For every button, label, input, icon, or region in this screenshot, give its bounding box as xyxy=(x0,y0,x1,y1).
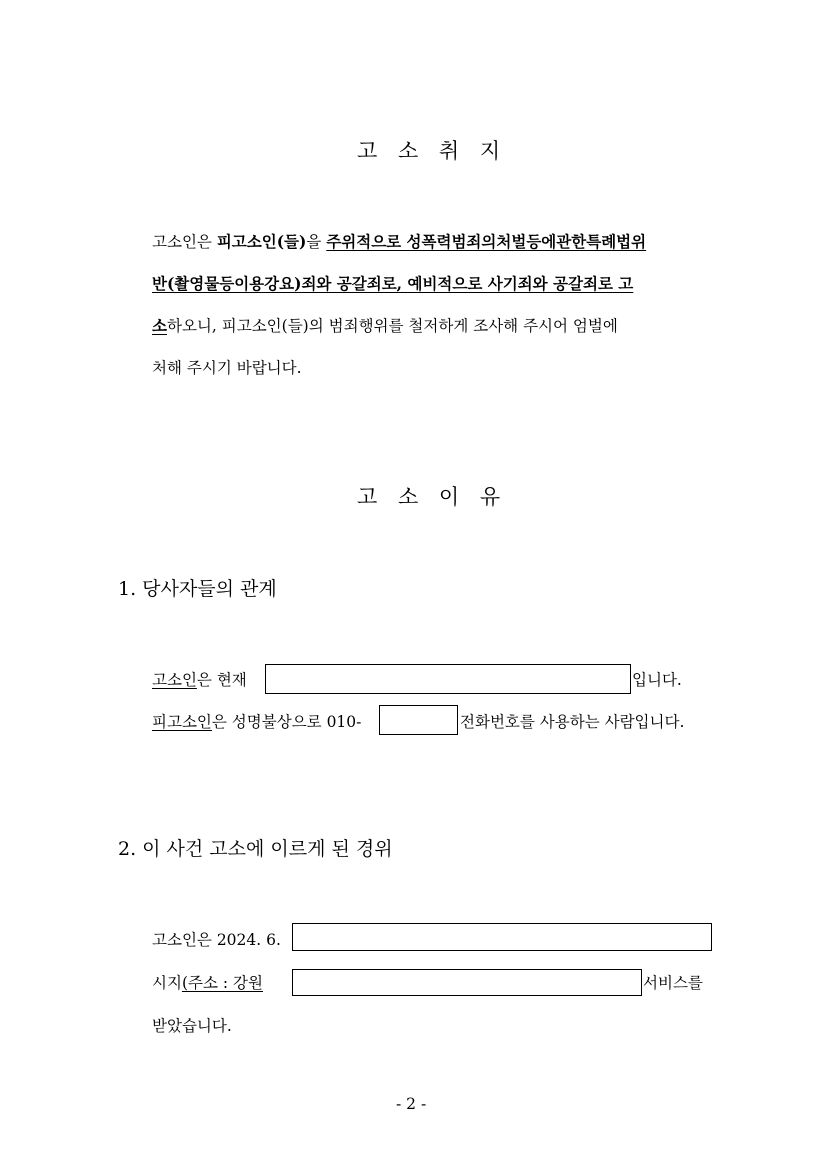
redaction-box-complainant-status xyxy=(265,664,631,694)
section-1-heading: 1. 당사자들의 관계 xyxy=(118,578,277,600)
purpose-paragraph-line-3 xyxy=(152,314,618,336)
section-2-text: 시지 xyxy=(152,974,182,992)
section-1-line-1-end: 입니다. xyxy=(632,671,682,689)
purpose-title: 고 소 취 지 xyxy=(357,139,501,163)
purpose-primary-charge-cont: 반(촬영물등이용강요) xyxy=(152,274,302,293)
section-2-line-2 xyxy=(152,971,263,993)
purpose-paragraph-line-4: 처해 주시기 바랍니다. xyxy=(152,359,302,377)
purpose-accused: 피고소인(들) xyxy=(216,232,307,251)
redaction-box-address xyxy=(292,969,642,996)
purpose-text: 을 xyxy=(306,233,327,251)
section-1-text: 은 성명불상으로 010- xyxy=(211,713,362,731)
address-label: (주소 : 강원 xyxy=(181,974,263,992)
section-1-line-2-end: 전화번호를 사용하는 사람입니다. xyxy=(460,713,685,731)
section-2-line-3: 받았습니다. xyxy=(152,1017,232,1035)
purpose-secondary-charge: 예비적으로 사기죄와 공갈죄로 고 xyxy=(407,274,634,293)
purpose-secondary-charge-cont: 소 xyxy=(152,316,167,335)
complainant-label: 고소인 xyxy=(152,671,197,689)
purpose-paragraph-line-1 xyxy=(152,230,646,252)
redaction-box-phone-number xyxy=(379,705,458,735)
section-2-line-1: 고소인은 2024. 6. xyxy=(152,931,281,949)
section-1-line-1 xyxy=(152,668,247,690)
purpose-text: 고소인은 xyxy=(152,233,217,251)
accused-label: 피고소인 xyxy=(152,713,212,731)
page-number: - 2 - xyxy=(396,1095,427,1113)
purpose-charge-extortion: 죄와 공갈죄로, xyxy=(301,274,408,293)
section-1-line-2 xyxy=(152,710,361,732)
purpose-primary-charge: 주위적으로 성폭력범죄의처벌등에관한특례법위 xyxy=(326,232,647,251)
purpose-text: 하오니, 피고소인(들)의 범죄행위를 철저하게 조사해 주시어 엄벌에 xyxy=(166,317,618,335)
section-2-heading: 2. 이 사건 고소에 이르게 된 경위 xyxy=(118,838,393,860)
redaction-box-incident-date xyxy=(292,923,712,951)
section-1-text: 은 현재 xyxy=(196,671,247,689)
section-2-line-2-end: 서비스를 xyxy=(643,974,703,992)
purpose-paragraph-line-2 xyxy=(152,272,633,294)
reason-title: 고 소 이 유 xyxy=(357,485,501,509)
